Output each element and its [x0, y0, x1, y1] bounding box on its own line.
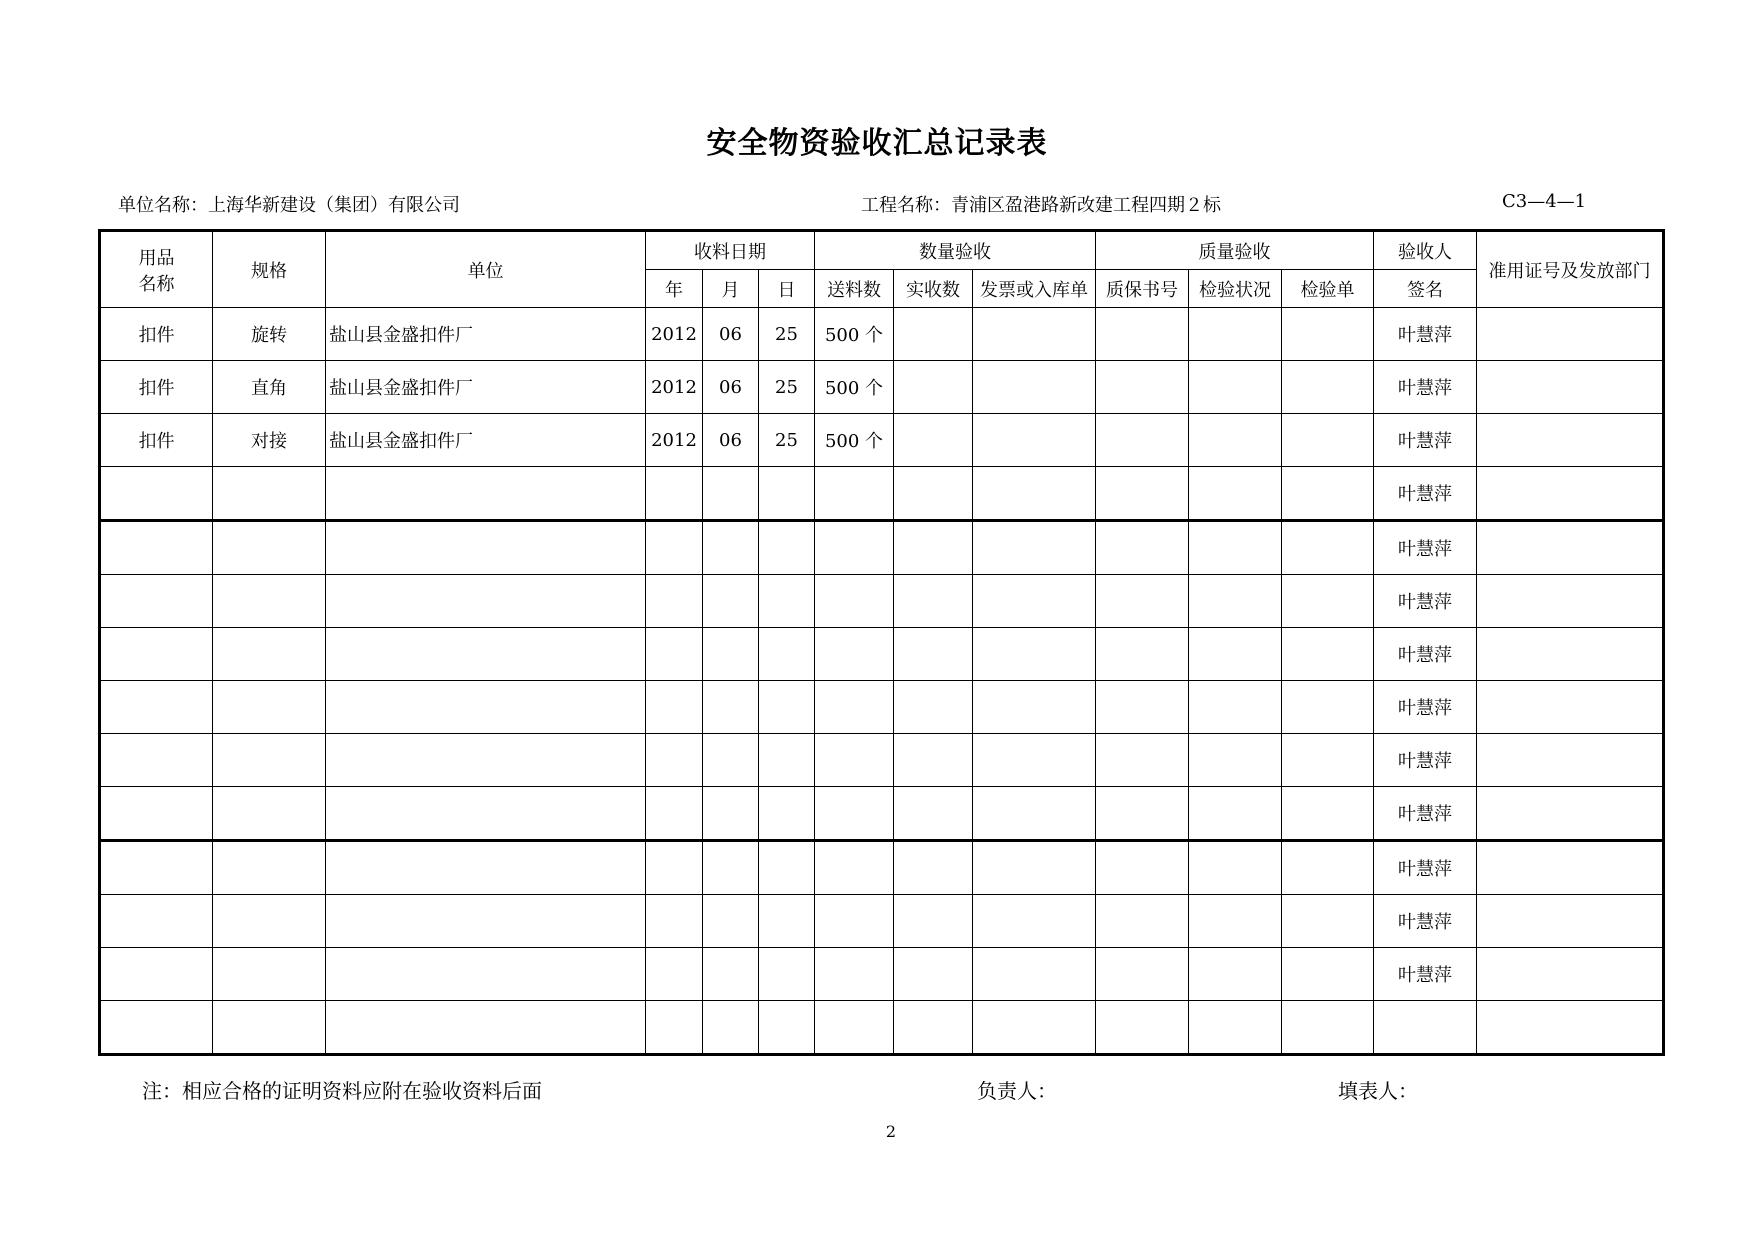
cell-warranty: [1096, 414, 1189, 467]
cell-unit: [326, 895, 646, 948]
cell-spec: [213, 521, 326, 575]
cell-day: [759, 734, 815, 787]
cell-spec: [213, 681, 326, 734]
cell-month: [703, 787, 759, 841]
page-number: 2: [885, 1122, 897, 1141]
cell-delivered: [815, 575, 894, 628]
cell-spec: [213, 948, 326, 1001]
cell-invoice: [973, 787, 1096, 841]
cell-inspection-sheet: [1282, 575, 1374, 628]
cell-warranty: [1096, 787, 1189, 841]
cell-delivered: 500 个: [815, 361, 894, 414]
cell-received: [894, 787, 973, 841]
table-row: [100, 734, 1664, 787]
cell-month: 06: [703, 308, 759, 361]
header-year: 年: [646, 270, 703, 308]
header-quantity-check: 数量验收: [815, 231, 1096, 270]
cell-invoice: [973, 575, 1096, 628]
cell-warranty: [1096, 1001, 1189, 1055]
cell-invoice: [973, 1001, 1096, 1055]
cell-delivered: [815, 467, 894, 521]
cell-unit: [326, 628, 646, 681]
cell-inspection-status: [1189, 361, 1282, 414]
cell-name: [100, 521, 213, 575]
cell-signer: 叶慧萍: [1374, 467, 1477, 521]
cell-warranty: [1096, 628, 1189, 681]
cell-warranty: [1096, 467, 1189, 521]
cell-inspection-status: [1189, 841, 1282, 895]
cell-inspection-status: [1189, 575, 1282, 628]
cell-inspection-status: [1189, 628, 1282, 681]
cell-permit: [1477, 787, 1664, 841]
footer-filler: 填表人：: [1338, 1079, 1418, 1103]
cell-day: [759, 895, 815, 948]
cell-year: 2012: [646, 308, 703, 361]
cell-spec: 旋转: [213, 308, 326, 361]
cell-warranty: [1096, 521, 1189, 575]
cell-inspection-status: [1189, 414, 1282, 467]
cell-month: [703, 734, 759, 787]
cell-month: 06: [703, 414, 759, 467]
cell-spec: [213, 895, 326, 948]
header-invoice: 发票或入库单: [973, 270, 1096, 308]
cell-year: [646, 467, 703, 521]
header-receive-date: 收料日期: [646, 231, 815, 270]
cell-name: [100, 841, 213, 895]
cell-month: [703, 1001, 759, 1055]
cell-delivered: [815, 895, 894, 948]
header-item-name-line2: 名称: [138, 273, 175, 295]
table-row: [100, 521, 1664, 575]
cell-spec: [213, 628, 326, 681]
cell-received: [894, 467, 973, 521]
cell-year: [646, 628, 703, 681]
cell-signer: [1374, 1001, 1477, 1055]
cell-permit: [1477, 575, 1664, 628]
cell-signer: 叶慧萍: [1374, 841, 1477, 895]
cell-warranty: [1096, 575, 1189, 628]
cell-year: [646, 521, 703, 575]
cell-spec: [213, 841, 326, 895]
table-row: [100, 1001, 1664, 1055]
cell-signer: 叶慧萍: [1374, 948, 1477, 1001]
cell-inspection-sheet: [1282, 628, 1374, 681]
unit-name: 单位名称：上海华新建设（集团）有限公司: [118, 195, 460, 216]
cell-invoice: [973, 414, 1096, 467]
cell-delivered: [815, 521, 894, 575]
cell-unit: [326, 467, 646, 521]
cell-unit: [326, 575, 646, 628]
header-day: 日: [759, 270, 815, 308]
cell-signer: 叶慧萍: [1374, 628, 1477, 681]
cell-inspection-sheet: [1282, 948, 1374, 1001]
cell-name: [100, 575, 213, 628]
table-body: [100, 308, 1664, 1055]
header-item-name: [100, 231, 213, 308]
header-delivered: 送料数: [815, 270, 894, 308]
cell-invoice: [973, 948, 1096, 1001]
cell-signer: 叶慧萍: [1374, 895, 1477, 948]
cell-unit: [326, 1001, 646, 1055]
footer-responsible: 负责人：: [977, 1079, 1057, 1103]
cell-received: [894, 948, 973, 1001]
cell-unit: [326, 734, 646, 787]
cell-invoice: [973, 628, 1096, 681]
cell-month: [703, 628, 759, 681]
cell-warranty: [1096, 361, 1189, 414]
cell-signer: 叶慧萍: [1374, 681, 1477, 734]
cell-day: [759, 628, 815, 681]
cell-received: [894, 841, 973, 895]
cell-permit: [1477, 308, 1664, 361]
cell-unit: [326, 681, 646, 734]
cell-received: [894, 681, 973, 734]
cell-inspection-sheet: [1282, 681, 1374, 734]
cell-delivered: 500 个: [815, 414, 894, 467]
acceptance-table: [98, 229, 1665, 1056]
header-inspector: 验收人: [1374, 231, 1477, 270]
cell-name: [100, 628, 213, 681]
cell-name: [100, 895, 213, 948]
cell-delivered: 500 个: [815, 308, 894, 361]
cell-received: [894, 521, 973, 575]
header-warranty: 质保书号: [1096, 270, 1189, 308]
cell-received: [894, 895, 973, 948]
cell-invoice: [973, 521, 1096, 575]
cell-spec: [213, 734, 326, 787]
cell-spec: [213, 467, 326, 521]
cell-received: [894, 575, 973, 628]
cell-received: [894, 1001, 973, 1055]
cell-day: [759, 467, 815, 521]
cell-warranty: [1096, 734, 1189, 787]
form-title: 安全物资验收汇总记录表: [706, 126, 1048, 161]
cell-invoice: [973, 361, 1096, 414]
cell-signer: 叶慧萍: [1374, 787, 1477, 841]
header-quality-check: 质量验收: [1096, 231, 1374, 270]
cell-permit: [1477, 361, 1664, 414]
cell-inspection-status: [1189, 734, 1282, 787]
project-name: 工程名称：青浦区盈港路新改建工程四期２标: [861, 195, 1221, 216]
cell-delivered: [815, 948, 894, 1001]
cell-received: [894, 414, 973, 467]
cell-inspection-sheet: [1282, 895, 1374, 948]
cell-day: [759, 948, 815, 1001]
table-row: [100, 308, 1664, 361]
cell-delivered: [815, 734, 894, 787]
cell-inspection-status: [1189, 1001, 1282, 1055]
cell-name: 扣件: [100, 414, 213, 467]
cell-warranty: [1096, 895, 1189, 948]
cell-signer: 叶慧萍: [1374, 308, 1477, 361]
cell-signer: 叶慧萍: [1374, 521, 1477, 575]
cell-day: 25: [759, 414, 815, 467]
cell-permit: [1477, 467, 1664, 521]
table-row: [100, 467, 1664, 521]
cell-unit: [326, 841, 646, 895]
cell-inspection-status: [1189, 787, 1282, 841]
cell-inspection-sheet: [1282, 1001, 1374, 1055]
cell-permit: [1477, 628, 1664, 681]
header-row-1: [100, 231, 1664, 270]
cell-name: 扣件: [100, 308, 213, 361]
cell-spec: 对接: [213, 414, 326, 467]
cell-month: [703, 575, 759, 628]
table-row: [100, 681, 1664, 734]
cell-spec: [213, 787, 326, 841]
cell-day: [759, 521, 815, 575]
cell-name: [100, 1001, 213, 1055]
cell-permit: [1477, 841, 1664, 895]
cell-name: [100, 948, 213, 1001]
cell-day: 25: [759, 308, 815, 361]
cell-permit: [1477, 521, 1664, 575]
cell-invoice: [973, 895, 1096, 948]
cell-received: [894, 734, 973, 787]
header-received: 实收数: [894, 270, 973, 308]
form-code: C3—4—1: [1502, 191, 1587, 212]
cell-permit: [1477, 414, 1664, 467]
cell-name: [100, 787, 213, 841]
cell-delivered: [815, 841, 894, 895]
header-item-name-line1: 用品: [138, 247, 175, 269]
cell-invoice: [973, 734, 1096, 787]
table-row: [100, 414, 1664, 467]
cell-received: [894, 308, 973, 361]
cell-permit: [1477, 681, 1664, 734]
cell-unit: 盐山县金盛扣件厂: [326, 308, 646, 361]
cell-inspection-sheet: [1282, 308, 1374, 361]
cell-unit: [326, 787, 646, 841]
cell-inspection-sheet: [1282, 787, 1374, 841]
cell-unit: [326, 521, 646, 575]
header-inspection-status: 检验状况: [1189, 270, 1282, 308]
cell-year: [646, 841, 703, 895]
table-row: [100, 841, 1664, 895]
table-row: [100, 948, 1664, 1001]
cell-year: [646, 681, 703, 734]
cell-inspection-sheet: [1282, 361, 1374, 414]
cell-inspection-sheet: [1282, 467, 1374, 521]
cell-month: [703, 895, 759, 948]
cell-year: 2012: [646, 361, 703, 414]
cell-signer: 叶慧萍: [1374, 414, 1477, 467]
cell-month: [703, 841, 759, 895]
cell-permit: [1477, 734, 1664, 787]
table-row: [100, 895, 1664, 948]
cell-inspection-status: [1189, 948, 1282, 1001]
header-permit: 准用证号及发放部门: [1477, 231, 1664, 308]
cell-inspection-sheet: [1282, 414, 1374, 467]
cell-delivered: [815, 787, 894, 841]
cell-inspection-status: [1189, 467, 1282, 521]
cell-name: [100, 467, 213, 521]
cell-received: [894, 361, 973, 414]
cell-spec: [213, 1001, 326, 1055]
cell-name: [100, 681, 213, 734]
table-row: [100, 628, 1664, 681]
cell-month: 06: [703, 361, 759, 414]
cell-warranty: [1096, 681, 1189, 734]
cell-warranty: [1096, 308, 1189, 361]
cell-inspection-status: [1189, 895, 1282, 948]
cell-day: [759, 1001, 815, 1055]
header-signature: 签名: [1374, 270, 1477, 308]
cell-permit: [1477, 1001, 1664, 1055]
cell-day: [759, 575, 815, 628]
table-row: [100, 575, 1664, 628]
cell-inspection-status: [1189, 521, 1282, 575]
cell-permit: [1477, 948, 1664, 1001]
cell-month: [703, 681, 759, 734]
cell-year: 2012: [646, 414, 703, 467]
cell-delivered: [815, 1001, 894, 1055]
cell-unit: 盐山县金盛扣件厂: [326, 361, 646, 414]
cell-name: [100, 734, 213, 787]
cell-unit: [326, 948, 646, 1001]
cell-invoice: [973, 467, 1096, 521]
table-row: [100, 361, 1664, 414]
cell-year: [646, 787, 703, 841]
cell-day: [759, 681, 815, 734]
cell-warranty: [1096, 841, 1189, 895]
header-inspection-sheet: 检验单: [1282, 270, 1374, 308]
cell-delivered: [815, 681, 894, 734]
cell-month: [703, 467, 759, 521]
cell-warranty: [1096, 948, 1189, 1001]
cell-spec: [213, 575, 326, 628]
cell-year: [646, 948, 703, 1001]
cell-year: [646, 734, 703, 787]
header-unit: 单位: [326, 231, 646, 308]
cell-inspection-status: [1189, 308, 1282, 361]
cell-day: 25: [759, 361, 815, 414]
cell-signer: 叶慧萍: [1374, 361, 1477, 414]
cell-inspection-status: [1189, 681, 1282, 734]
cell-signer: 叶慧萍: [1374, 575, 1477, 628]
cell-inspection-sheet: [1282, 841, 1374, 895]
cell-invoice: [973, 308, 1096, 361]
cell-year: [646, 895, 703, 948]
header-spec: 规格: [213, 231, 326, 308]
cell-invoice: [973, 841, 1096, 895]
cell-day: [759, 787, 815, 841]
cell-delivered: [815, 628, 894, 681]
cell-inspection-sheet: [1282, 521, 1374, 575]
cell-received: [894, 628, 973, 681]
footer-note: 注：相应合格的证明资料应附在验收资料后面: [142, 1079, 542, 1103]
cell-permit: [1477, 895, 1664, 948]
cell-year: [646, 575, 703, 628]
cell-year: [646, 1001, 703, 1055]
table-row: [100, 787, 1664, 841]
header-month: 月: [703, 270, 759, 308]
cell-signer: 叶慧萍: [1374, 734, 1477, 787]
cell-month: [703, 521, 759, 575]
cell-spec: 直角: [213, 361, 326, 414]
cell-name: 扣件: [100, 361, 213, 414]
cell-invoice: [973, 681, 1096, 734]
cell-unit: 盐山县金盛扣件厂: [326, 414, 646, 467]
cell-month: [703, 948, 759, 1001]
cell-inspection-sheet: [1282, 734, 1374, 787]
cell-day: [759, 841, 815, 895]
